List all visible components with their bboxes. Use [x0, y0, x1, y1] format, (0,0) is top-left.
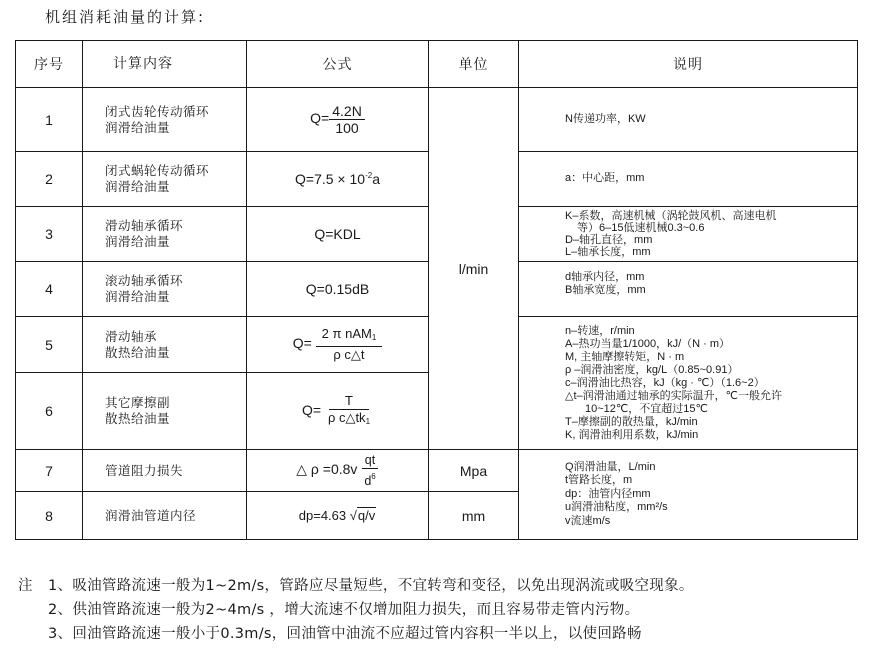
row-formula: Q=KDL — [247, 207, 429, 262]
note-item — [18, 622, 694, 646]
header-description: 说明 — [519, 41, 858, 88]
row-no: 7 — [16, 450, 83, 492]
desc-line: ρ –润滑油密度，kg/L（0.85~0.91） — [565, 363, 739, 376]
row-item — [83, 450, 247, 492]
desc-line: dp：油管内径mm — [565, 487, 651, 500]
fraction — [329, 103, 365, 136]
numerator: T — [329, 393, 369, 410]
table-row — [16, 88, 858, 152]
superscript: 6 — [371, 472, 376, 481]
note-text: 1、吸油管路流速一般为1~2m/s，管路应尽量短些，不宜转弯和变径，以免出现涡流或吸空现象。 — [48, 578, 694, 594]
header-formula: 公式 — [247, 41, 429, 88]
row-no: 2 — [16, 152, 83, 207]
desc-line: t管路长度，m — [565, 474, 633, 487]
desc-line: v流速m/s — [565, 514, 611, 527]
item-line: 滑动轴承循环 — [105, 218, 184, 233]
desc-line: n–转速，r/min — [565, 324, 635, 337]
numerator: qt — [362, 452, 378, 469]
note-label: 注 — [18, 578, 33, 594]
denominator-text: ρ c△tk — [327, 409, 366, 425]
item-line: 润滑给油量 — [105, 179, 171, 194]
item-line: 润滑给油量 — [105, 289, 171, 304]
row-description — [519, 317, 858, 450]
formula-text: dp=4.63 — [298, 508, 350, 523]
desc-line: u润滑油粘度，mm²/s — [565, 501, 668, 514]
item-line: 其它摩擦副 — [105, 395, 171, 410]
row-formula — [247, 450, 429, 492]
row-description — [519, 450, 858, 540]
fraction — [325, 393, 373, 430]
item-line: 润滑给油量 — [105, 234, 171, 249]
row-item — [83, 317, 247, 373]
formula-text: Q=7.5 × 10 — [295, 171, 366, 187]
item-line: 滚动轴承循环 — [105, 273, 184, 288]
row-unit: Mpa — [429, 450, 519, 492]
row-no: 5 — [16, 317, 83, 373]
formula-tail: a — [372, 171, 380, 187]
desc-line: T–摩擦副的散热量，kJ/min — [565, 415, 698, 428]
header-no: 序号 — [16, 41, 83, 88]
row-formula — [247, 88, 429, 152]
row-item — [83, 207, 247, 262]
row-item — [83, 88, 247, 152]
table-header-row — [16, 41, 858, 88]
item-line: 润滑油管道内径 — [105, 507, 197, 523]
header-unit: 单位 — [429, 41, 519, 88]
denominator: 100 — [335, 120, 359, 136]
superscript: -2 — [365, 171, 373, 180]
numerator: 4.2N — [329, 103, 365, 120]
desc-line: 10~12℃，不宜超过15℃ — [585, 402, 708, 415]
fraction — [361, 452, 378, 489]
row-description — [519, 88, 858, 152]
unit-merged: l/min — [429, 88, 519, 450]
desc-line: c–润滑油比热容，kJ（kg · ℃）（1.6~2） — [565, 376, 765, 389]
desc-line: L–轴承长度，mm — [565, 246, 651, 258]
item-line: 散热给油量 — [105, 411, 171, 426]
row-no: 4 — [16, 262, 83, 317]
row-formula — [247, 317, 429, 373]
desc-line: A–热功当量1/1000，kJ/（N · m） — [565, 337, 731, 350]
row-no: 3 — [16, 207, 83, 262]
desc-line: K, 润滑油利用系数，kJ/min — [565, 428, 699, 441]
desc-line: a：中心距，mm — [565, 172, 645, 185]
row-item — [83, 492, 247, 540]
desc-line: K–系数，高速机械（涡轮鼓风机、高速电机 — [565, 210, 777, 222]
fraction — [316, 326, 383, 363]
row-no: 8 — [16, 492, 83, 540]
item-line: 散热给油量 — [105, 344, 171, 360]
row-description — [519, 262, 858, 317]
denominator: ρ c△t — [333, 347, 365, 362]
numerator-text: 2 π nAM — [321, 326, 372, 341]
desc-line: D–轴孔直径，mm — [565, 234, 653, 246]
subscript: 1 — [371, 333, 377, 342]
desc-line: B轴承宽度，mm — [565, 284, 646, 296]
row-item — [83, 262, 247, 317]
row-item — [83, 373, 247, 450]
radicand: q/v — [357, 508, 376, 523]
subscript: 1 — [365, 416, 371, 426]
note-item — [18, 574, 694, 598]
denominator — [361, 469, 378, 489]
item-line: 润滑给油量 — [105, 119, 171, 135]
desc-line: 等）6–15低速机械0.3~0.6 — [577, 222, 705, 234]
formula-lhs: Q= — [310, 110, 330, 127]
row-formula — [247, 373, 429, 450]
row-formula — [247, 492, 429, 540]
item-line: 管道阻力损失 — [105, 462, 184, 478]
note-item — [18, 598, 694, 622]
sqrt-icon: √ — [349, 508, 357, 523]
page-title: 机组消耗油量的计算: — [45, 8, 206, 26]
formula-lhs: △ ρ =0.8v — [296, 461, 358, 478]
row-formula: Q=0.15dB — [247, 262, 429, 317]
row-formula — [247, 152, 429, 207]
denominator — [325, 410, 373, 430]
row-description — [519, 207, 858, 262]
desc-line: Q润滑油量，L/min — [565, 460, 656, 473]
desc-line: d轴承内径，mm — [565, 270, 645, 283]
denominator-text: d — [364, 474, 372, 488]
oil-consumption-table — [15, 40, 858, 540]
formula-lhs: Q= — [301, 401, 322, 418]
desc-line: △t–润滑油通过轴承的实际温升，℃一般允许 — [565, 389, 782, 402]
row-no: 1 — [16, 88, 83, 152]
desc-line: M, 主轴摩擦转矩，N · m — [565, 350, 685, 363]
formula-lhs: Q= — [292, 335, 312, 352]
note-text: 3、回油管路流速一般小于0.3m/s，回油管中油流不应超过管内容积一半以上，以使回路畅 — [48, 626, 642, 642]
row-unit: mm — [429, 492, 519, 540]
note-text: 2、供油管路流速一般为2~4m/s ，增大流速不仅增加阻力损失，而且容易带走管内污物。 — [48, 602, 640, 618]
row-item — [83, 152, 247, 207]
desc-line: N传递功率，KW — [565, 112, 646, 125]
header-item: 计算内容 — [83, 41, 247, 88]
item-line: 滑动轴承 — [105, 328, 158, 344]
item-line: 闭式齿轮传动循环 — [105, 103, 210, 119]
row-description — [519, 152, 858, 207]
notes — [18, 574, 694, 646]
item-line: 闭式蜗轮传动循环 — [105, 163, 210, 178]
table-row — [16, 450, 858, 492]
row-no: 6 — [16, 373, 83, 450]
numerator — [316, 326, 383, 347]
